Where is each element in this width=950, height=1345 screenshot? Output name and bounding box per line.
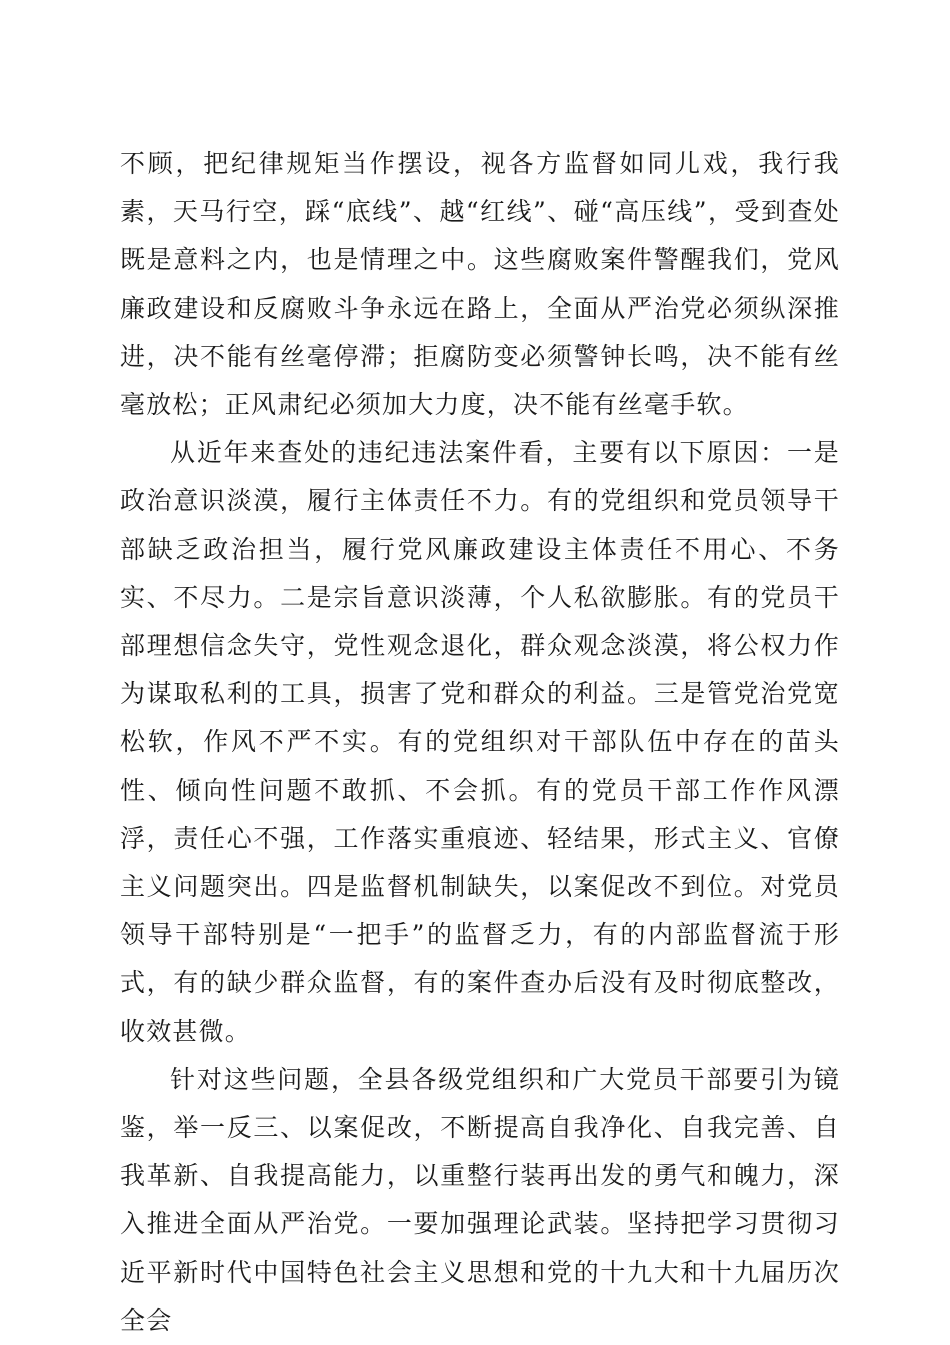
paragraph-1: 不顾，把纪律规矩当作摆设，视各方监督如同儿戏，我行我素，天马行空，踩“底线”、越“红线”、碰“高压线”，受到查处既是意料之内，也是情理之中。这些腐败案件警醒我们，党风廉政建设和反腐败斗争永远在路上，全面从严治党必须纵深推进，决不能有丝毫停滞；拒腐防变必须警钟长鸣，决不能有丝毫放松；正风肃纪必须加大力度，决不能有丝毫手软。: [120, 149, 840, 420]
paragraph-3: 针对这些问题，全县各级党组织和广大党员干部要引为镜鉴，举一反三、以案促改，不断提高自我净化、自我完善、自我革新、自我提高能力，以重整行装再出发的勇气和魄力，深入推进全面从严治党。一要加强理论武装。坚持把学习贯彻习近平新时代中国特色社会主义思想和党的十九大和十九届历次全会: [120, 1064, 840, 1335]
body-text: [120, 140, 840, 1345]
paragraph-2: 从近年来查处的违纪违法案件看，主要有以下原因：一是政治意识淡漠，履行主体责任不力。有的党组织和党员领导干部缺乏政治担当，履行党风廉政建设主体责任不用心、不务实、不尽力。二是宗旨意识淡薄，个人私欲膨胀。有的党员干部理想信念失守，党性观念退化，群众观念淡漠，将公权力作为谋取私利的工具，损害了党和群众的利益。三是管党治党宽松软，作风不严不实。有的党组织对干部队伍中存在的苗头性、倾向性问题不敢抓、不会抓。有的党员干部工作作风漂浮，责任心不强，工作落实重痕迹、轻结果，形式主义、官僚主义问题突出。四是监督机制缺失，以案促改不到位。对党员领导干部特别是“一把手”的监督乏力，有的内部监督流于形式，有的缺少群众监督，有的案件查办后没有及时彻底整改，收效甚微。: [120, 438, 840, 1046]
